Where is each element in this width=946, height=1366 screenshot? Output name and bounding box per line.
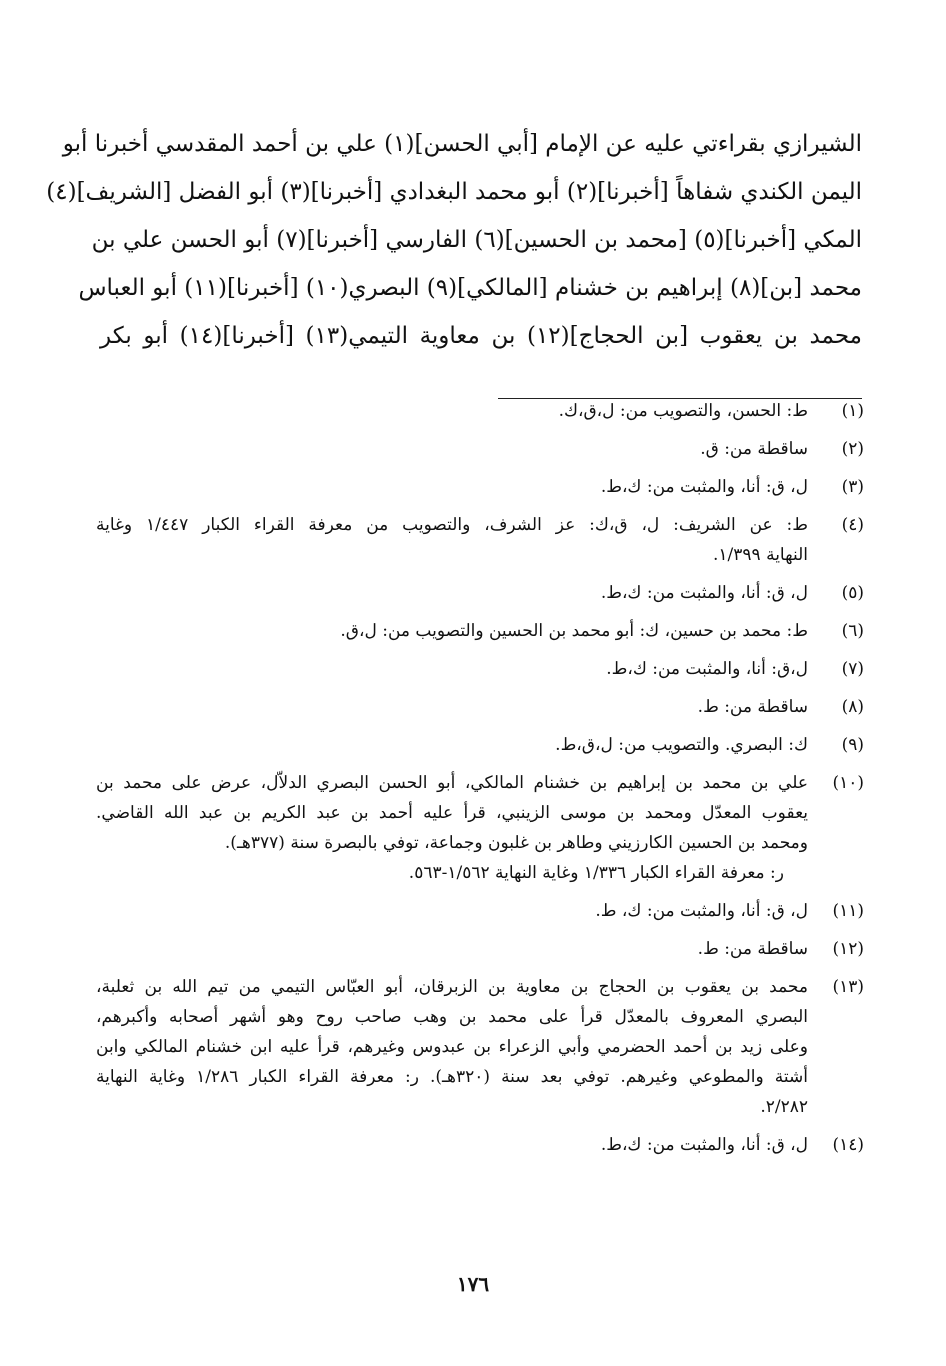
footnote-line: ل،ق: أنا، والمثبت من: ك،ط. [606, 659, 808, 679]
footnote-item [96, 616, 864, 646]
footnote-number: (١) [841, 401, 864, 421]
footnote-number: (٥) [841, 583, 864, 603]
footnote-item [96, 396, 864, 426]
footnote-line: ر: معرفة القراء الكبار ١/٣٣٦ وغاية النهاية ١/٥٦٢-٥٦٣. [408, 863, 784, 883]
footnote-line: ٢/٢٨٢. [760, 1097, 808, 1117]
footnote-item [96, 896, 864, 926]
footnote-line: النهاية ١/٣٩٩. [713, 545, 808, 565]
footnote-item [96, 472, 864, 502]
main-text-line: المكي [أخبرنا](٥) [محمد بن الحسين](٦) الفارسي [أخبرنا](٧) أبو الحسن علي بن [91, 227, 862, 253]
footnote-line: ساقطة من: ق. [700, 439, 808, 459]
footnote-item [96, 1130, 864, 1160]
footnote-item [96, 972, 864, 1122]
footnote-line: ل، ق: أنا، والمثبت من: ك،ط. [600, 583, 808, 603]
footnote-line: ك: البصري. والتصويب من: ل،ق،ط. [555, 735, 808, 755]
footnote-line: ومحمد بن الحسين الكارزيني وطاهر بن غلبون وجماعة، توفي بالبصرة سنة (٣٧٧هـ). [224, 833, 808, 853]
footnote-item [96, 730, 864, 760]
footnote-line: ل، ق: أنا، والمثبت من: ك،ط. [600, 1135, 808, 1155]
footnote-item [96, 768, 864, 888]
footnote-number: (٩) [841, 735, 864, 755]
footnote-line: وعلى زيد بن أحمد الحضرمي وأبي الزعراء بن عبدوس وغيرهم، قرأ عليه ابن خشنام المالكي وابن [96, 1037, 808, 1057]
footnote-number: (٤) [841, 515, 864, 535]
footnote-line: ط: الحسن، والتصويب من: ل،ق،ك. [558, 401, 808, 421]
footnote-line: علي بن محمد بن إبراهيم بن خشنام المالكي، أبو الحسن البصري الدلاّل، عرض على محمد بن [96, 773, 808, 793]
footnote-line: ل، ق: أنا، والمثبت من: ك،ط. [600, 477, 808, 497]
footnote-number: (٦) [841, 621, 864, 641]
footnote-item [96, 434, 864, 464]
main-text-line: محمد [بن](٨) إبراهيم بن خشنام [المالكي](٩) البصري(١٠) [أخبرنا](١١) أبو العباس [78, 275, 862, 301]
footnote-number: (١٢) [832, 939, 864, 959]
main-text-block [46, 120, 862, 360]
footnote-line: ساقطة من: ط. [697, 939, 808, 959]
footnote-number: (١٠) [832, 773, 864, 793]
main-text-line: محمد بن يعقوب [بن الحجاج](١٢) بن معاوية التيمي(١٣) [أخبرنا](١٤) أبو بكر [100, 323, 862, 349]
footnote-item [96, 654, 864, 684]
footnote-line: ل، ق: أنا، والمثبت من: ك، ط. [595, 901, 808, 921]
footnote-line: البصري المعروف بالمعدّل قرأ على محمد بن وهب صاحب روح وهو أشهر أصحابه وأكبرهم، [96, 1007, 808, 1027]
footnote-number: (٣) [841, 477, 864, 497]
footnote-number: (٨) [841, 697, 864, 717]
footnote-number: (٢) [841, 439, 864, 459]
footnote-number: (٧) [841, 659, 864, 679]
footnote-item [96, 510, 864, 570]
footnote-line: ط: محمد بن حسين، ك: أبو محمد بن الحسين والتصويب من: ل،ق. [340, 621, 808, 641]
footnote-line: محمد بن يعقوب بن الحجاج بن معاوية بن الزبرقان، أبو العبّاس التيمي من تيم الله بن ثعلبة، [96, 977, 808, 997]
footnote-number: (١١) [832, 901, 864, 921]
footnote-line: ط: عن الشريف: ل، ق،ك: عز الشرف، والتصويب من معرفة القراء الكبار ١/٤٤٧ وغاية [96, 515, 809, 535]
main-text-line: الشيرازي بقراءتي عليه عن الإمام [أبي الحسن](١) علي بن أحمد المقدسي أخبرنا أبو [62, 131, 862, 157]
footnote-line: ساقطة من: ط. [697, 697, 808, 717]
page-number: ١٧٦ [456, 1272, 490, 1296]
footnote-number: (١٤) [832, 1135, 864, 1155]
footnote-item [96, 934, 864, 964]
footnote-line: أشتة والمطوعي وغيرهم. توفي بعد سنة (٣٢٠هـ). ر: معرفة القراء الكبار ١/٢٨٦ وغاية النهاية [96, 1067, 808, 1087]
footnotes-list [96, 396, 864, 1168]
footnote-line: يعقوب المعدّل ومحمد بن موسى الزينبي، قرأ عليه أحمد بن عبد الكريم بن عبد الله القاضي. [96, 803, 808, 823]
footnote-number: (١٣) [832, 977, 864, 997]
main-text-line: اليمن الكندي شفاهاً [أخبرنا](٢) أبو محمد البغدادي [أخبرنا](٣) أبو الفضل [الشريف](٤) [46, 179, 862, 205]
footnote-item [96, 692, 864, 722]
footnote-item [96, 578, 864, 608]
